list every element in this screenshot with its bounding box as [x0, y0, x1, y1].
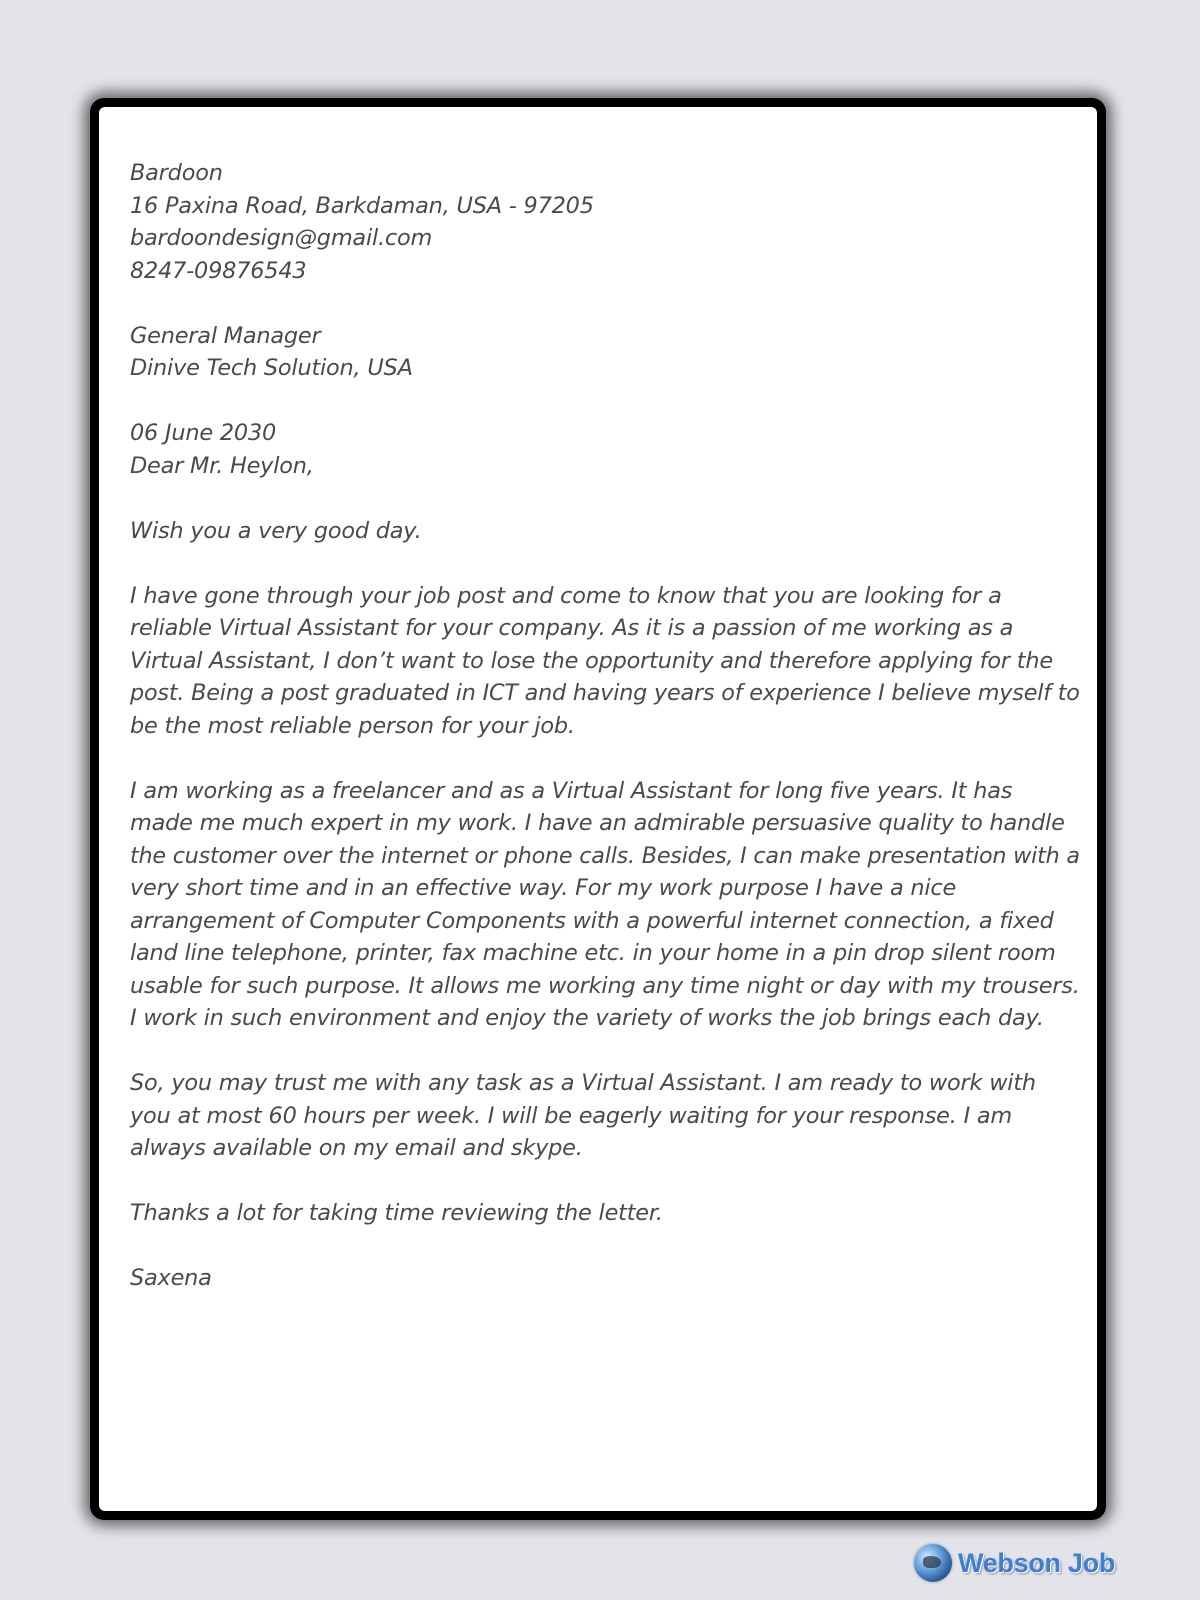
greeting: Wish you a very good day. [130, 517, 422, 544]
recipient-title: General Manager [130, 322, 321, 349]
body-paragraph-1 [130, 580, 1080, 743]
body-paragraph-3 [130, 1067, 1080, 1165]
closing: Thanks a lot for taking time reviewing the letter. [130, 1200, 663, 1226]
cover-letter [130, 157, 1080, 1295]
paragraph-line: the customer over the internet or phone calls. Besides, I can make presentation with a [130, 842, 1080, 869]
spacer [130, 1230, 1080, 1263]
paragraph-line: Virtual Assistant, I don’t want to lose the opportunity and therefore applying for the [130, 647, 1053, 674]
spacer [130, 742, 1080, 775]
paragraph-line: reliable Virtual Assistant for your company. As it is a passion of me working as a [130, 615, 1014, 641]
paragraph-line: land line telephone, printer, fax machine etc. in your home in a pin drop silent room [130, 940, 1056, 966]
recipient-company: Dinive Tech Solution, USA [130, 355, 413, 381]
letter-date: 06 June 2030 [130, 420, 277, 446]
paragraph-line: arrangement of Computer Components with a powerful internet connection, a fixed [130, 907, 1054, 934]
document-frame [90, 98, 1106, 1520]
spacer [130, 1035, 1080, 1068]
sender-name: Bardoon [130, 160, 223, 186]
paragraph-line: very short time and in an effective way. For my work purpose I have a nice [130, 875, 957, 901]
paragraph-line: post. Being a post graduated in ICT and having years of experience I believe myself to [130, 680, 1080, 706]
sender-email: bardoondesign@gmail.com [130, 225, 433, 251]
paragraph-line: So, you may trust me with any task as a Virtual Assistant. I am ready to work with [130, 1070, 1036, 1096]
paragraph-line: you at most 60 hours per week. I will be eagerly waiting for your response. I am [130, 1102, 1013, 1129]
signature: Saxena [130, 1265, 212, 1291]
paragraph-line: usable for such purpose. It allows me working any time night or day with my trousers. [130, 972, 1080, 999]
sender-phone: 8247-09876543 [130, 257, 307, 284]
paragraph-line: I am working as a freelancer and as a Virtual Assistant for long five years. It has [130, 777, 1013, 804]
paragraph-line: be the most reliable person for your job. [130, 712, 575, 739]
paragraph-line: I work in such environment and enjoy the variety of works the job brings each day. [130, 1005, 1044, 1031]
paragraph-line: always available on my email and skype. [130, 1135, 583, 1161]
watermark-logo [914, 1543, 1115, 1583]
spacer [130, 385, 1080, 418]
spacer [130, 287, 1080, 320]
paragraph-line: made me much expert in my work. I have an admirable persuasive quality to handle [130, 810, 1065, 836]
globe-icon [914, 1544, 952, 1582]
spacer [130, 482, 1080, 515]
letter-page [99, 107, 1097, 1511]
sender-address: 16 Paxina Road, Barkdaman, USA - 97205 [130, 192, 594, 219]
spacer [130, 1165, 1080, 1198]
brand-name: Webson Job [958, 1547, 1116, 1578]
salutation: Dear Mr. Heylon, [130, 452, 314, 479]
spacer [130, 547, 1080, 580]
body-paragraph-2 [130, 775, 1080, 1035]
paragraph-line: I have gone through your job post and come to know that you are looking for a [130, 582, 1002, 609]
